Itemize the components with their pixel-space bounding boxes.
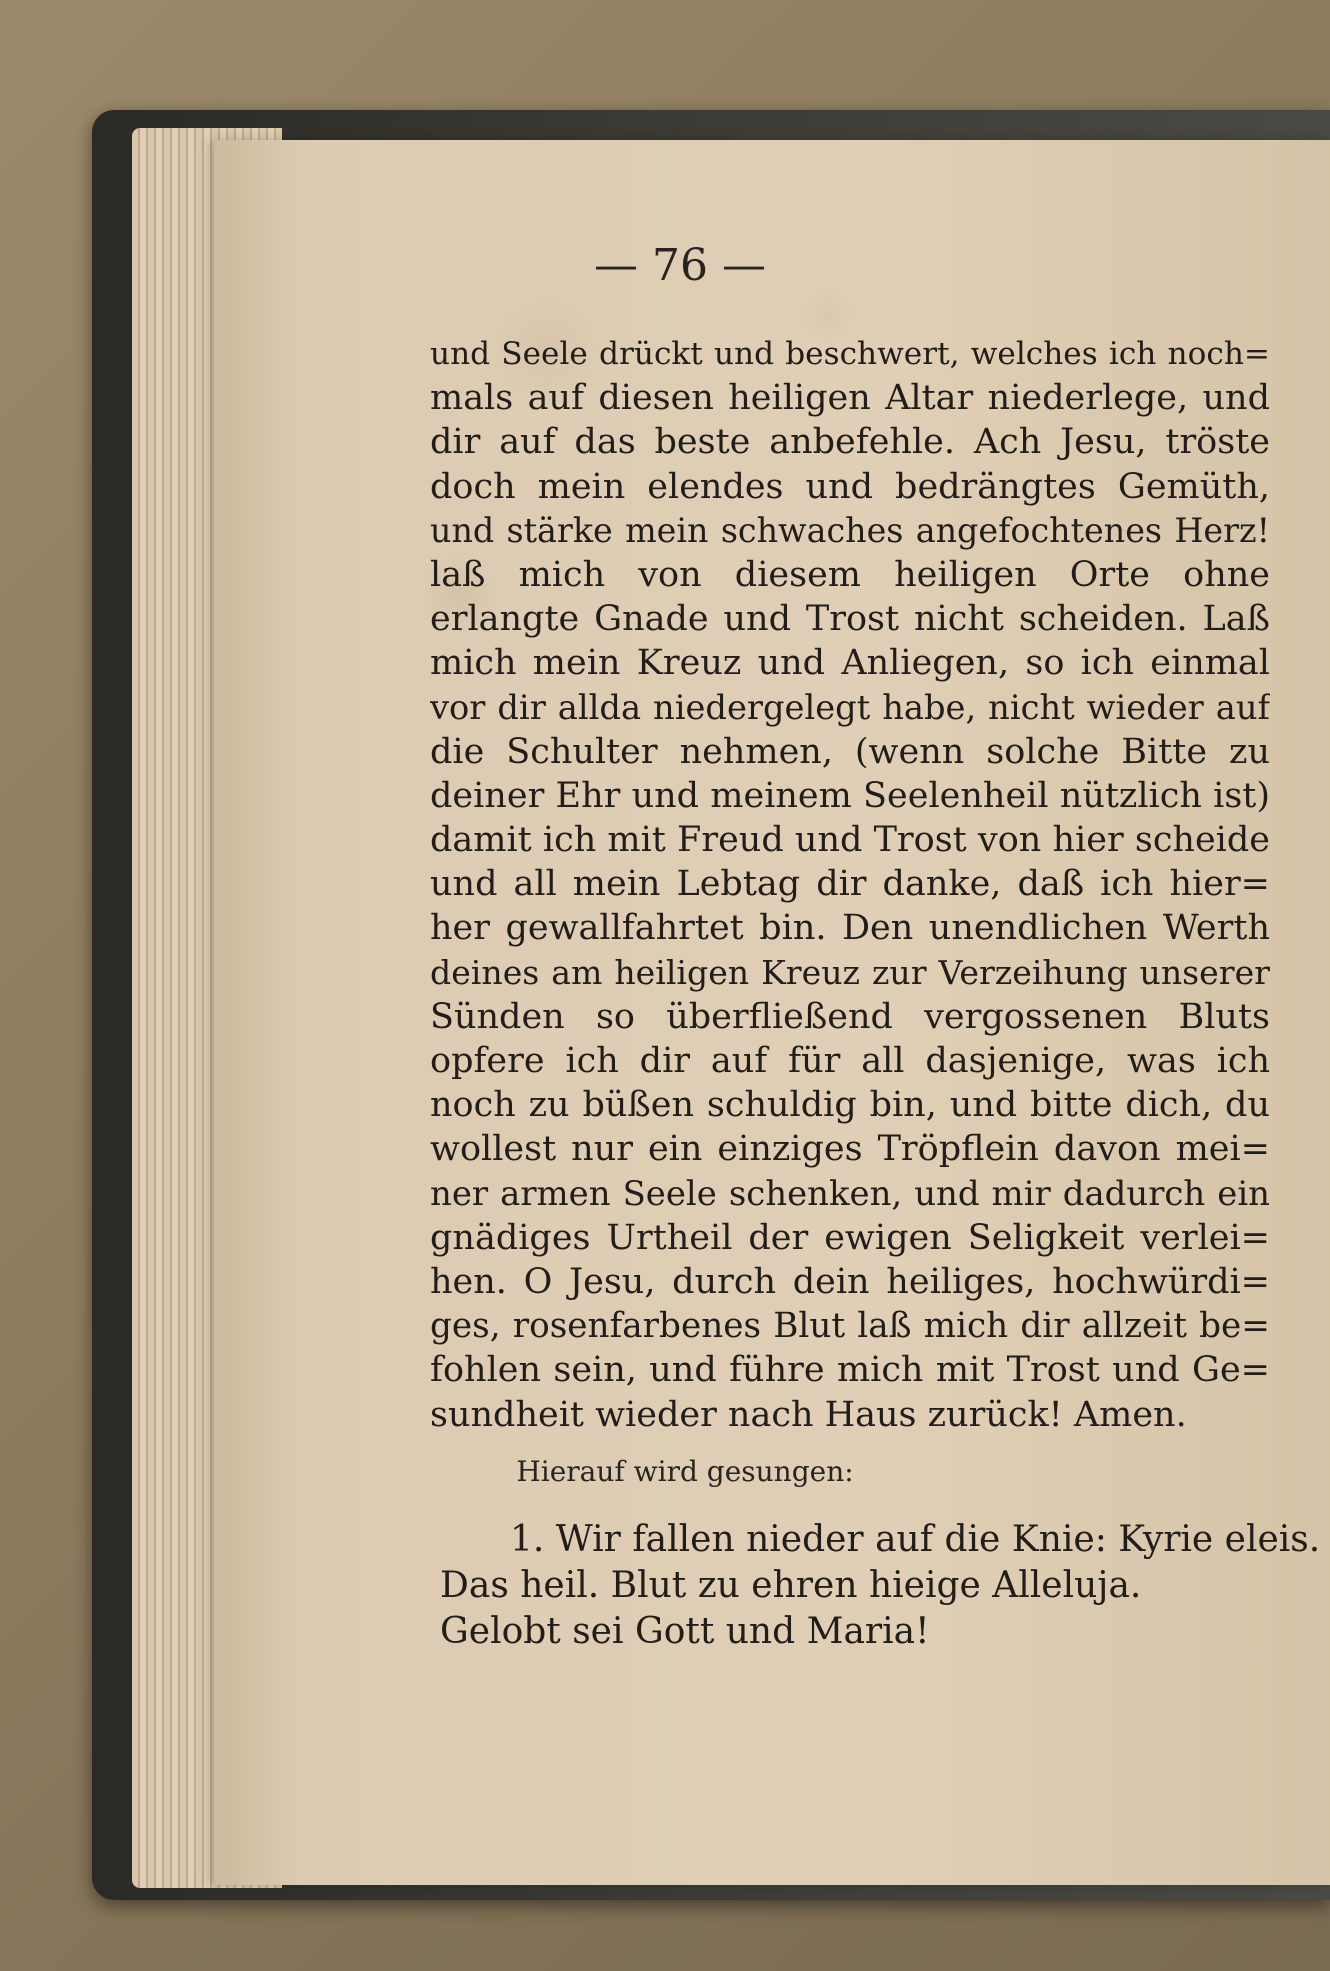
- text-line: her gewallfahrtet bin. Den unendlichen Werth: [430, 908, 1270, 949]
- text-line: opfere ich dir auf für all dasjenige, was ich: [430, 1041, 1270, 1081]
- text-line: doch mein elendes und bedrängtes Gemüth,: [430, 466, 1270, 507]
- hymn-intro: Hierauf wird gesungen:: [516, 1455, 854, 1488]
- hymn-verse: [440, 1517, 1321, 1655]
- text-line: und stärke mein schwaches angefochtenes Herz!: [430, 510, 1270, 550]
- text-line: mals auf diesen heiligen Altar niederlege, und: [430, 378, 1270, 419]
- text-line: sundheit wieder nach Haus zurück! Amen.: [430, 1394, 1187, 1435]
- text-line: hen. O Jesu, durch dein heiliges, hochwürdi=: [430, 1261, 1270, 1302]
- text-line: und all mein Lebtag dir danke, daß ich hier=: [430, 864, 1270, 905]
- page-number: [0, 240, 1330, 291]
- text-line: noch zu büßen schuldig bin, und bitte dich, du: [430, 1085, 1270, 1126]
- text-line: ner armen Seele schenken, und mir dadurch ein: [430, 1173, 1270, 1213]
- text-line: damit ich mit Freud und Trost von hier scheide: [430, 820, 1270, 861]
- text-line: wollest nur ein einziges Tröpflein davon mei=: [430, 1129, 1270, 1170]
- text-line: erlangte Gnade und Trost nicht scheiden. Laß: [430, 599, 1270, 640]
- text-line: deines am heiligen Kreuz zur Verzeihung unserer: [430, 952, 1270, 992]
- text-line: vor dir allda niedergelegt habe, nicht wieder auf: [430, 687, 1270, 727]
- hymn-line: 1. Wir fallen nieder auf die Knie: Kyrie eleis.: [510, 1519, 1321, 1560]
- text-line: ges, rosenfarbenes Blut laß mich dir allzeit be=: [430, 1306, 1270, 1347]
- body-text: [430, 332, 1270, 1437]
- text-line: dir auf das beste anbefehle. Ach Jesu, tröste: [430, 422, 1270, 463]
- hymn-line: Das heil. Blut zu ehren hieige Alleluja.: [440, 1565, 1142, 1606]
- text-line: und Seele drückt und beschwert, welches ich noch=: [430, 336, 1270, 372]
- text-line: gnädiges Urtheil der ewigen Seligkeit verlei=: [430, 1217, 1270, 1258]
- text-line: die Schulter nehmen, (wenn solche Bitte zu: [430, 731, 1270, 772]
- text-line: deiner Ehr und meinem Seelenheil nützlich ist): [430, 775, 1270, 816]
- text-line: Sünden so überfließend vergossenen Bluts: [430, 996, 1270, 1037]
- text-line: fohlen sein, und führe mich mit Trost und Ge=: [430, 1350, 1270, 1391]
- page-number-text: — 76 —: [594, 240, 766, 291]
- text-line: mich mein Kreuz und Anliegen, so ich einmal: [430, 643, 1270, 684]
- text-line: laß mich von diesem heiligen Orte ohne: [430, 554, 1270, 595]
- hymn-line: Gelobt sei Gott und Maria!: [440, 1611, 930, 1652]
